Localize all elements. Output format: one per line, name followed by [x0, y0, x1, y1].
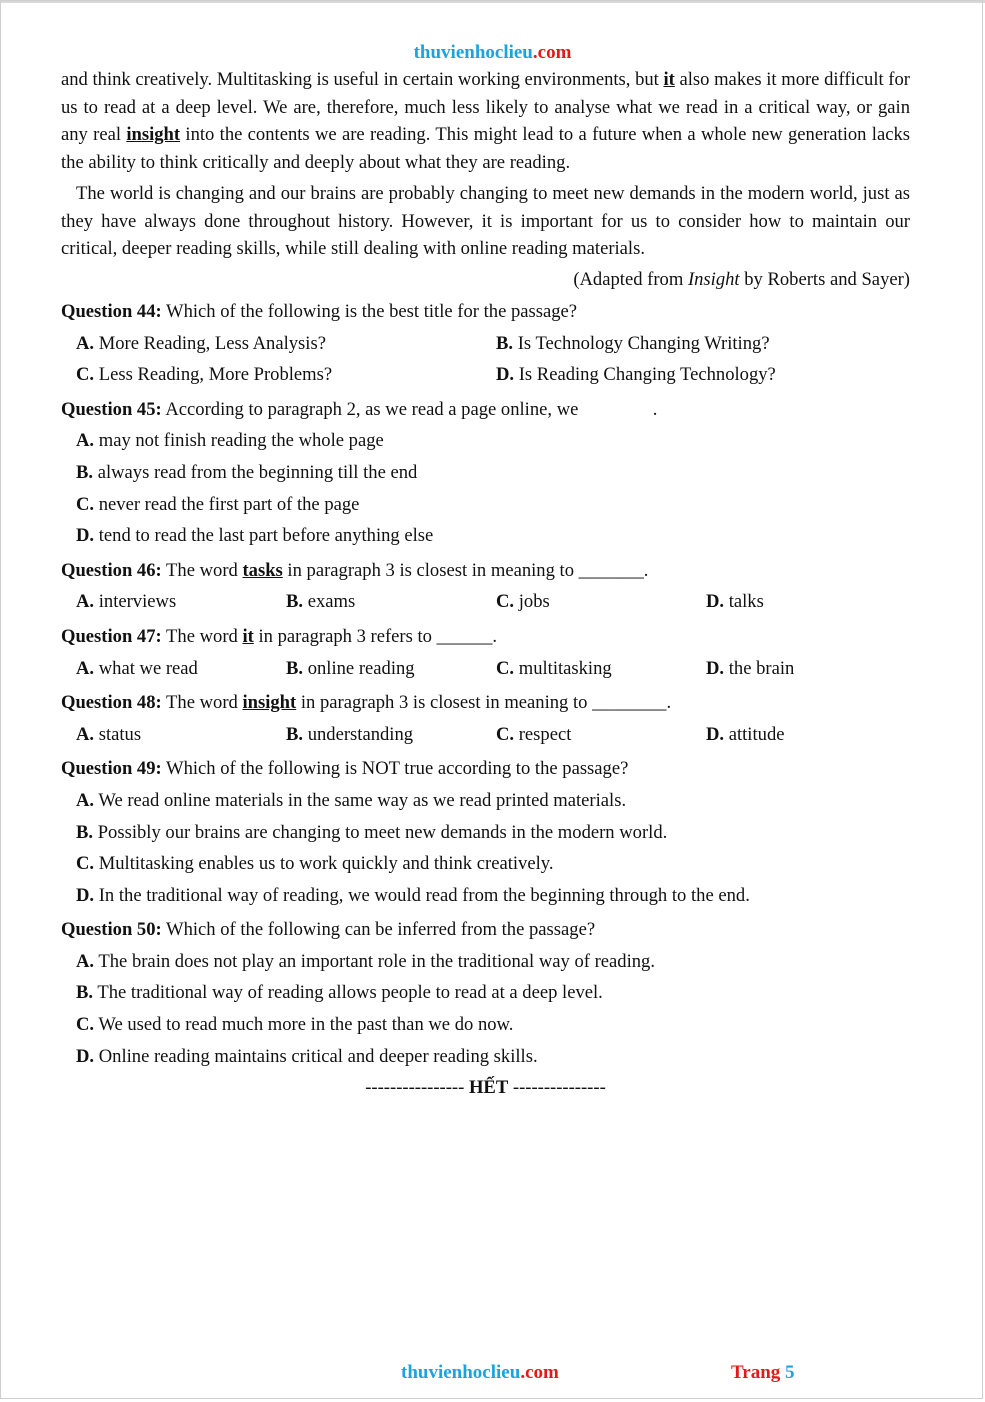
option-text: tend to read the last part before anything else	[94, 525, 434, 547]
footer-brand-domain: .com	[520, 1362, 559, 1383]
q44-options-row-1	[61, 328, 910, 360]
q49-option-a[interactable]	[61, 785, 910, 817]
header-brand-name: thuvienhoclieu	[413, 42, 533, 63]
question-text: According to paragraph 2, as we read a page online, we .	[161, 398, 658, 420]
option-letter: B.	[76, 461, 94, 483]
option-letter: A.	[76, 430, 95, 452]
q45-option-a[interactable]	[61, 425, 910, 457]
document-content	[61, 66, 910, 1104]
q46-option-d[interactable]	[706, 586, 764, 618]
option-text: attitude	[724, 723, 785, 745]
option-text: understanding	[303, 723, 414, 745]
option-letter: B.	[286, 591, 304, 613]
q49-option-b[interactable]	[61, 817, 910, 849]
passage-paragraph-1	[61, 66, 910, 176]
q49-option-d[interactable]	[61, 880, 910, 912]
option-text: Possibly our brains are changing to meet new demands in the modern world.	[93, 821, 668, 843]
option-letter: D.	[76, 525, 95, 547]
option-text: interviews	[94, 591, 177, 613]
question-text: The word	[161, 692, 243, 714]
question-label: Question 45:	[61, 398, 162, 420]
header-brand-domain: .com	[532, 42, 572, 63]
q47-option-c[interactable]	[496, 653, 706, 685]
option-letter: A.	[76, 950, 95, 972]
q48-option-d[interactable]	[706, 719, 785, 751]
question-label: Question 48:	[61, 692, 162, 714]
passage-text: and think creatively. Multitasking is useful in certain working environments, but	[61, 69, 664, 90]
option-text: talks	[724, 591, 764, 613]
question-49	[61, 753, 910, 785]
q47-options	[61, 653, 910, 685]
option-letter: A.	[76, 657, 95, 679]
keyword-insight: insight	[126, 124, 181, 145]
question-keyword: insight	[242, 692, 297, 714]
option-letter: C.	[76, 853, 95, 875]
option-letter: D.	[706, 657, 725, 679]
option-text: online reading	[303, 657, 415, 679]
header-brand[interactable]	[0, 42, 985, 64]
question-keyword: tasks	[242, 559, 283, 581]
source-authors: by Roberts and Sayer)	[739, 268, 910, 290]
passage-text: into the contents we are reading. This might lead to a future when a whole new generation lacks the ability to think critically and deeply about what they are reading.	[61, 124, 910, 173]
question-50	[61, 914, 910, 946]
option-letter: B.	[286, 657, 304, 679]
option-text: what we read	[94, 657, 198, 679]
q44-option-d[interactable]	[496, 359, 776, 391]
page-number	[731, 1362, 795, 1384]
option-text: respect	[514, 723, 572, 745]
q48-options	[61, 719, 910, 751]
option-letter: B.	[286, 723, 304, 745]
option-text: More Reading, Less Analysis?	[94, 332, 326, 354]
page-number-value: 5	[785, 1362, 795, 1383]
q46-options	[61, 586, 910, 618]
keyword-it: it	[663, 69, 675, 90]
option-letter: C.	[496, 723, 515, 745]
option-text: Multitasking enables us to work quickly and think creatively.	[94, 853, 554, 875]
q45-option-d[interactable]	[61, 520, 910, 552]
question-text: The word	[161, 559, 243, 581]
option-letter: D.	[706, 723, 725, 745]
q49-option-c[interactable]	[61, 848, 910, 880]
q50-option-d[interactable]	[61, 1041, 910, 1073]
q50-option-b[interactable]	[61, 977, 910, 1009]
option-letter: D.	[76, 884, 95, 906]
passage-source	[61, 266, 910, 294]
q44-option-a[interactable]	[76, 328, 496, 360]
q45-option-b[interactable]	[61, 457, 910, 489]
q48-option-b[interactable]	[286, 719, 496, 751]
question-label: Question 44:	[61, 301, 162, 322]
question-label: Question 49:	[61, 758, 162, 780]
option-text: exams	[303, 591, 356, 613]
question-45	[61, 394, 910, 426]
question-label: Question 46:	[61, 559, 162, 581]
question-48	[61, 687, 910, 719]
option-text: We read online materials in the same way as we read printed materials.	[94, 789, 627, 811]
q47-option-a[interactable]	[76, 653, 286, 685]
q44-option-c[interactable]	[76, 359, 496, 391]
option-text: Is Technology Changing Writing?	[513, 332, 770, 354]
q46-option-c[interactable]	[496, 586, 706, 618]
option-letter: D.	[76, 1045, 95, 1067]
question-text: Which of the following can be inferred from the passage?	[161, 919, 596, 941]
q50-option-c[interactable]	[61, 1009, 910, 1041]
source-title: Insight	[687, 268, 740, 290]
footer-brand-name: thuvienhoclieu	[401, 1362, 521, 1383]
option-text: may not finish reading the whole page	[94, 430, 384, 452]
q48-option-c[interactable]	[496, 719, 706, 751]
end-dashes-right: ---------------	[508, 1077, 606, 1099]
q46-option-a[interactable]	[76, 586, 286, 618]
question-label: Question 50:	[61, 919, 162, 941]
q45-option-c[interactable]	[61, 489, 910, 521]
question-44	[61, 296, 910, 328]
end-word: HẾT	[468, 1077, 509, 1099]
question-label: Question 47:	[61, 625, 162, 647]
option-text: the brain	[724, 657, 795, 679]
option-letter: C.	[76, 493, 95, 515]
option-letter: A.	[76, 723, 95, 745]
q50-option-a[interactable]	[61, 946, 910, 978]
option-text: Is Reading Changing Technology?	[514, 364, 776, 386]
option-letter: C.	[496, 591, 515, 613]
option-text: multitasking	[514, 657, 612, 679]
q48-option-a[interactable]	[76, 719, 286, 751]
option-text: We used to read much more in the past than we do now.	[94, 1014, 514, 1036]
option-text: Less Reading, More Problems?	[94, 364, 333, 386]
question-47	[61, 621, 910, 653]
option-text: The brain does not play an important role in the traditional way of reading.	[94, 950, 656, 972]
option-letter: C.	[76, 364, 95, 386]
q47-option-d[interactable]	[706, 653, 794, 685]
option-letter: D.	[706, 591, 725, 613]
option-text: never read the first part of the page	[94, 493, 360, 515]
option-text: status	[94, 723, 142, 745]
option-letter: A.	[76, 789, 95, 811]
q44-options-row-2	[61, 359, 910, 391]
question-46	[61, 555, 910, 587]
option-letter: C.	[76, 1014, 95, 1036]
question-text: in paragraph 3 is closest in meaning to ________.	[296, 692, 672, 714]
option-letter: A.	[76, 591, 95, 613]
option-letter: D.	[496, 364, 515, 386]
option-letter: B.	[76, 982, 94, 1004]
option-text: The traditional way of reading allows people to read at a deep level.	[93, 982, 603, 1004]
q46-option-b[interactable]	[286, 586, 496, 618]
option-text: In the traditional way of reading, we would read from the beginning through to the end.	[94, 884, 750, 906]
option-letter: A.	[76, 332, 95, 354]
option-letter: C.	[496, 657, 515, 679]
passage-paragraph-2: The world is changing and our brains are probably changing to meet new demands in the modern world, just as they have always done throughout history. However, it is important for us to consider how to maintain our critical, deeper reading skills, while still dealing with online reading materials.	[61, 183, 910, 259]
page-label: Trang	[731, 1362, 786, 1383]
end-marker	[61, 1072, 910, 1104]
option-letter: B.	[76, 821, 94, 843]
question-text: in paragraph 3 refers to ______.	[253, 625, 498, 647]
end-dashes-left: ----------------	[365, 1077, 469, 1099]
passage-text: also makes it more difficult for us to read at a deep level. We are, therefore, much less likely to analyse what we read in a critical way, or gain any real	[61, 69, 910, 145]
option-letter: B.	[496, 332, 514, 354]
question-keyword: it	[242, 625, 254, 647]
question-text: Which of the following is NOT true according to the passage?	[161, 758, 629, 780]
question-text: in paragraph 3 is closest in meaning to _______.	[282, 559, 649, 581]
question-text: Which of the following is the best title for the passage?	[161, 301, 578, 322]
option-text: Online reading maintains critical and deeper reading skills.	[94, 1045, 538, 1067]
footer-brand[interactable]	[401, 1362, 559, 1384]
option-text: jobs	[514, 591, 550, 613]
source-prefix: (Adapted from	[573, 268, 688, 290]
q47-option-b[interactable]	[286, 653, 496, 685]
option-text: always read from the beginning till the end	[93, 461, 418, 483]
question-text: The word	[161, 625, 243, 647]
q44-option-b[interactable]	[496, 328, 770, 360]
